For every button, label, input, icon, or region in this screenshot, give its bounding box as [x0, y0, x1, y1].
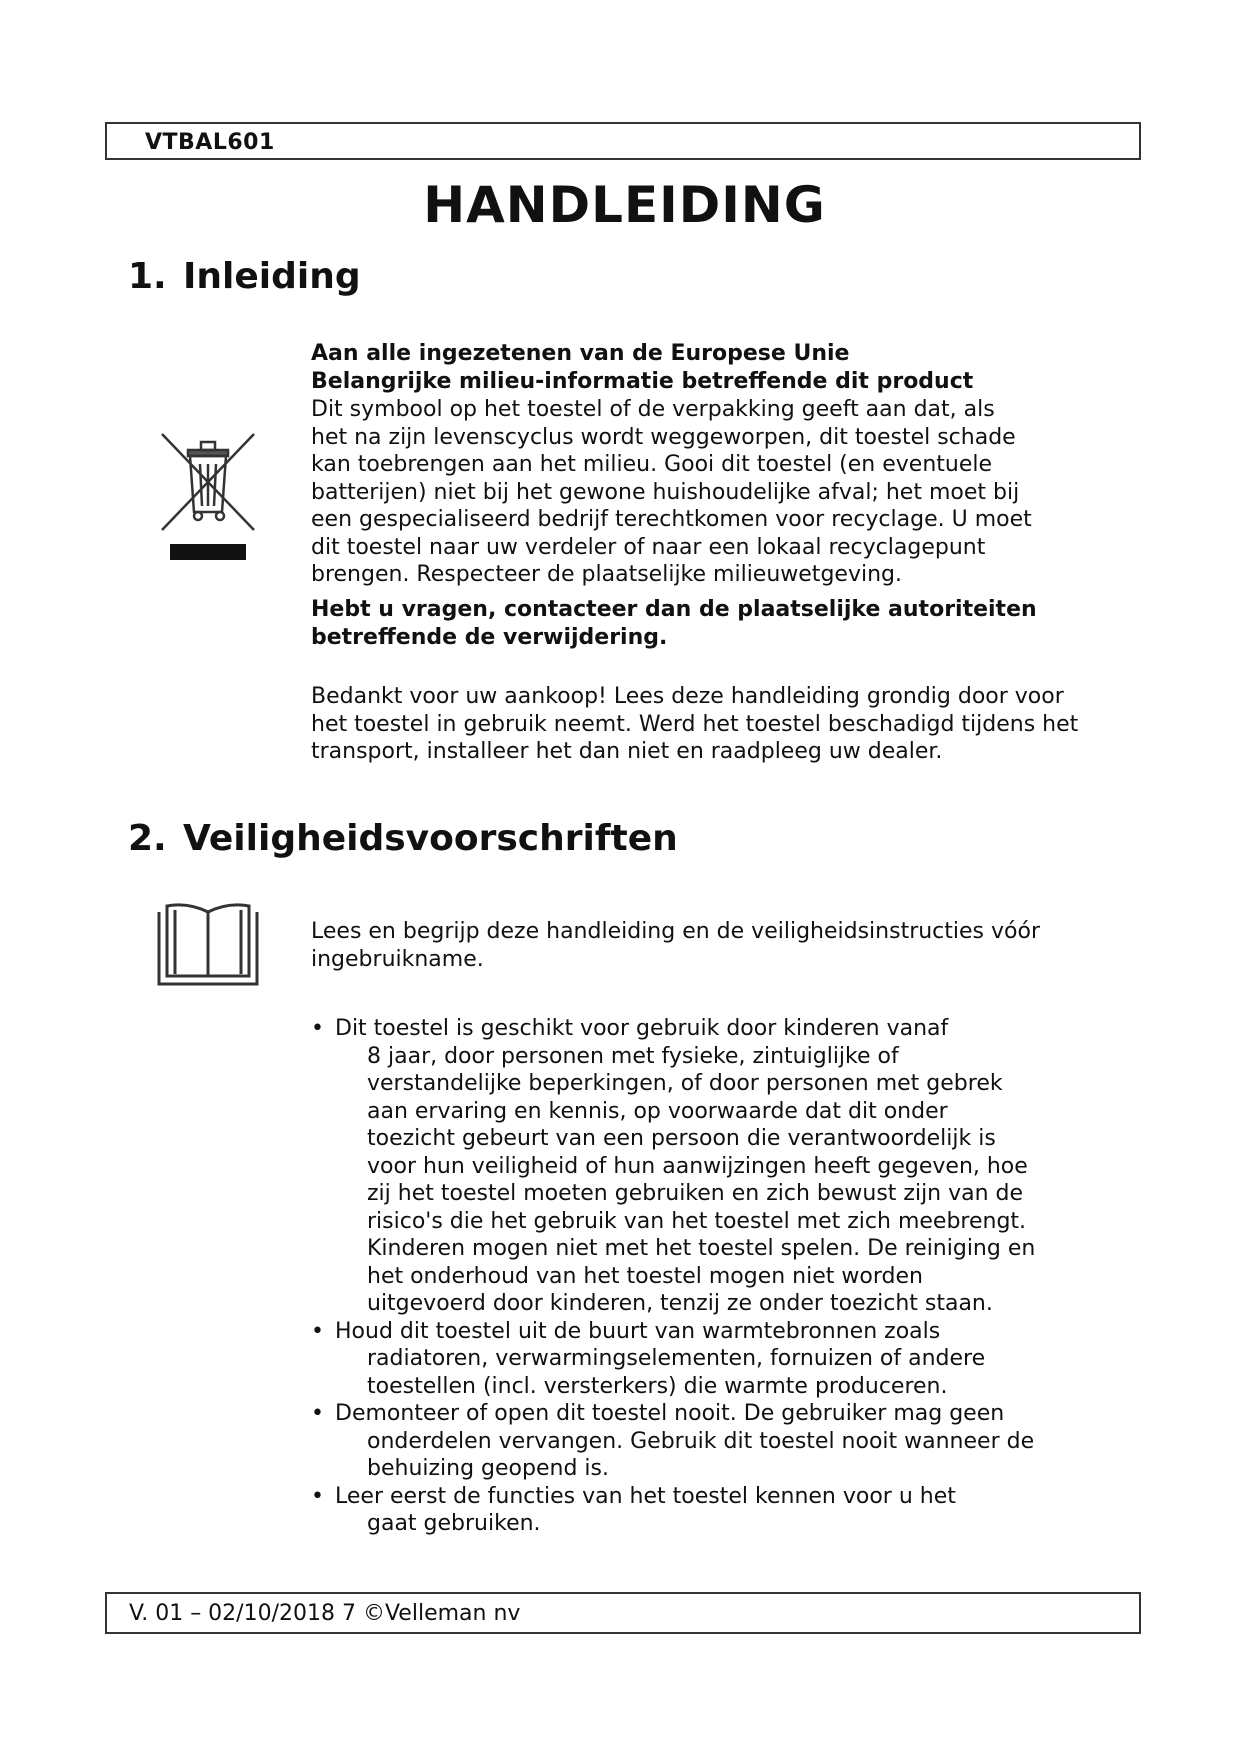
section-1-number: 1. [128, 256, 167, 297]
bullet-dot-icon: • [311, 1401, 324, 1426]
contact-line: Hebt u vragen, contacteer dan de plaatselijke autoriteiten [311, 597, 1037, 622]
weee-body-line: brengen. Respecteer de plaatselijke milieuwetgeving. [311, 562, 902, 587]
read-manual-book-icon [155, 902, 261, 988]
read-manual-instruction [311, 918, 1040, 973]
weee-crossed-bin-icon [158, 430, 258, 566]
contact-authorities-note [311, 596, 1037, 651]
weee-body-line: batterijen) niet bij het gewone huishoudelijke afval; het moet bij [311, 479, 1020, 505]
footer-version-page-copyright: V. 01 – 02/10/2018 7 ©Velleman nv [129, 1601, 521, 1626]
section-2-number: 2. [128, 818, 167, 859]
read-line: ingebruikname. [311, 946, 484, 972]
bullet-dot-icon: • [311, 1318, 324, 1344]
thanks-line: transport, installeer het dan niet en raadpleeg uw dealer. [311, 739, 943, 764]
weee-body-line: Dit symbool op het toestel of de verpakking geeft aan dat, als [311, 397, 995, 422]
weee-body-line: het na zijn levenscyclus wordt weggeworpen, dit toestel schade [311, 424, 1016, 450]
header-box [105, 122, 1141, 160]
read-line: Lees en begrijp deze handleiding en de veiligheidsinstructies vóór [311, 919, 1040, 944]
weee-body-line: dit toestel naar uw verdeler of naar een lokaal recyclagepunt [311, 534, 986, 560]
safety-bullet-list [311, 1015, 1111, 1538]
safety-bullet-item: • Demonteer of open dit toestel nooit. De gebruiker mag geen onderdelen vervangen. Gebruik dit toestel nooit wanneer de behuizing geopend is. [311, 1401, 1035, 1481]
safety-bullet-item: • Dit toestel is geschikt voor gebruik door kinderen vanaf 8 jaar, door personen met fysieke, zintuiglijke of verstandelijke beperkingen, of door personen met gebrek aan ervaring en kennis, op voorwaarde dat dit onder toezicht gebeurt van een persoon die verantwoordelijk is voor hun veiligheid of hun aanwijzingen heeft gegeven, hoe zij het toestel moeten gebruiken en zich bewust zijn van de risico's die het gebruik van het toestel met zich meebrengt. Kinderen mogen niet met het toestel spelen. De reiniging en het onderhoud van het toestel mogen niet worden uitgevoerd door kinderen, tenzij ze onder toezicht staan. [311, 1016, 1036, 1316]
weee-body-line: kan toebrengen aan het milieu. Gooi dit toestel (en eventuele [311, 452, 993, 477]
weee-notice-line: Belangrijke milieu-informatie betreffende dit product [311, 368, 974, 394]
section-1-title: Inleiding [183, 256, 361, 297]
bullet-dot-icon: • [311, 1483, 324, 1509]
weee-body-line: een gespecialiseerd bedrijf terechtkomen voor recyclage. U moet [311, 507, 1032, 532]
thanks-line: Bedankt voor uw aankoop! Lees deze handleiding grondig door voor [311, 684, 1064, 709]
section-2-heading [128, 818, 678, 859]
section-2-title: Veiligheidsvoorschriften [183, 818, 678, 859]
bullet-dot-icon: • [311, 1016, 324, 1041]
weee-notice-body [311, 396, 1032, 589]
document-title: HANDLEIDING [423, 176, 826, 234]
section-1-heading [128, 256, 361, 297]
thank-you-paragraph [311, 683, 1111, 766]
model-number: VTBAL601 [145, 130, 275, 155]
footer-box [105, 1592, 1141, 1634]
weee-notice-line: Aan alle ingezetenen van de Europese Unie [311, 341, 850, 366]
safety-bullet-item: • Houd dit toestel uit de buurt van warmtebronnen zoals radiatoren, verwarmingselementen, fornuizen of andere toestellen (incl. versterkers) die warmte produceren. [311, 1318, 986, 1399]
weee-notice-heading [311, 340, 973, 395]
contact-line: betreffende de verwijdering. [311, 624, 668, 650]
thanks-line: het toestel in gebruik neemt. Werd het toestel beschadigd tijdens het [311, 711, 1079, 737]
safety-bullet-item: • Leer eerst de functies van het toestel kennen voor u het gaat gebruiken. [311, 1483, 956, 1536]
